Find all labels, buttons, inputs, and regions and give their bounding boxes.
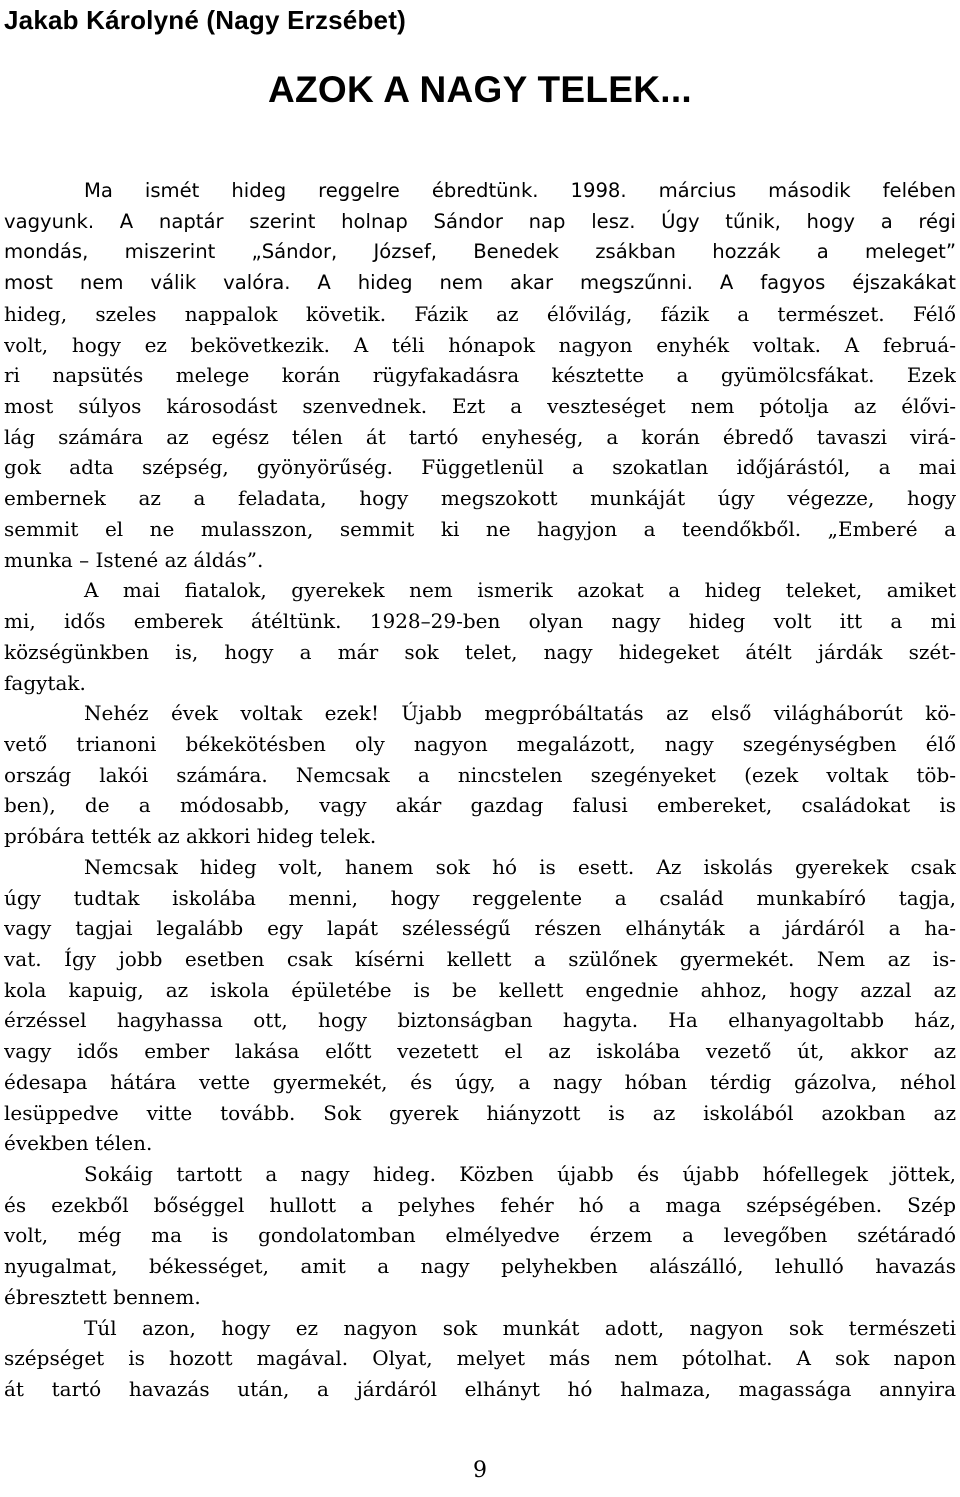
text-line: és ezekből bőséggel hullott a pelyhes fehér hó a maga szépségében. Szép [4, 1192, 956, 1217]
text-line: lesüppedve vitte tovább. Sok gyerek hiányzott is az iskolából azokban az [4, 1100, 956, 1125]
text-line: ri napsütés melege korán rügyfakadásra késztette a gyümölcsfákat. Ezek [4, 363, 956, 388]
text-line: Ma ismét hideg reggelre ébredtünk. 1998. március második felében [84, 179, 956, 202]
text-line: Nemcsak hideg volt, hanem sok hó is esett. Az iskolás gyerekek csak [84, 854, 956, 879]
text-line: Túl azon, hogy ez nagyon sok munkát adott, nagyon sok természeti [84, 1315, 956, 1340]
text-line: vat. Így jobb esetben csak kísérni kellett a szülőnek gyermekét. Nem az is- [4, 946, 956, 971]
text-line: vagyunk. A naptár szerint holnap Sándor nap lesz. Úgy tűnik, hogy a régi [4, 209, 956, 233]
text-line: embernek az a feladata, hogy megszokott munkáját úgy végezze, hogy [4, 486, 956, 511]
text-line: most súlyos károsodást szenvednek. Ezt a veszteséget nem pótolja az élővi- [4, 394, 956, 419]
text-line: vagy idős ember lakása előtt vezetett el az iskolába vezető út, akkor az [4, 1039, 956, 1064]
text-line: volt, hogy ez bekövetkezik. A téli hónapok nagyon enyhék voltak. A februá- [4, 332, 956, 357]
text-line: mi, idős emberek átéltünk. 1928–29-ben olyan nagy hideg volt itt a mi [4, 609, 956, 634]
document-title: AZOK A NAGY TELEK... [268, 69, 692, 110]
text-line: A mai fiatalok, gyerekek nem ismerik azokat a hideg teleket, amiket [84, 578, 956, 603]
text-line: kola kapuig, az iskola épületébe is be kellett engednie ahhoz, hogy azzal az [4, 977, 956, 1002]
text-line: Sokáig tartott a nagy hideg. Közben újabb és újabb hófellegek jöttek, [84, 1162, 956, 1186]
text-line: Nehéz évek voltak ezek! Újabb megpróbáltatás az első világháborút kö- [84, 701, 956, 726]
text-line: gok adta szépség, gyönyörűség. Függetlenül a szokatlan időjárástól, a mai [4, 455, 956, 480]
text-line: érzéssel hagyhassa ott, hogy biztonságban hagyta. Ha elhanyagoltabb ház, [4, 1008, 956, 1033]
text-line: át tartó havazás után, a járdáról elhányt hó halmaza, magassága annyira [4, 1377, 956, 1402]
text-line: vető trianoni békekötésben oly nagyon megalázott, nagy szegénységben élő [4, 731, 956, 756]
text-line: semmit el ne mulasszon, semmit ki ne hagyjon a teendőkből. „Emberé a [4, 516, 956, 541]
text-line: években télen. [4, 1131, 153, 1156]
text-line: volt, még ma is gondolatomban elmélyedve érzem a levegőben szétáradó [4, 1223, 956, 1248]
page-number: 9 [473, 1458, 487, 1483]
text-line: hideg, szeles nappalok követik. Fázik az élővilág, fázik a természet. Félő [4, 301, 956, 326]
text-line: édesapa hátára vette gyermekét, és úgy, a nagy hóban térdig gázolva, néhol [4, 1069, 956, 1094]
author-name: Jakab Károlyné (Nagy Erzsébet) [4, 5, 406, 35]
text-line: ben), de a módosabb, vagy akár gazdag falusi embereket, családokat is [4, 793, 956, 818]
text-line: ébresztett bennem. [4, 1284, 201, 1309]
text-line: munka – Istené az áldás”. [4, 547, 264, 572]
text-line: lág számára az egész télen át tartó enyheség, a korán ébredő tavaszi virá- [4, 424, 956, 449]
text-line: nyugalmat, békességet, amit a nagy pelyhekben alászálló, lehulló havazás [4, 1254, 956, 1279]
text-line: úgy tudtak iskolába menni, hogy reggelente a család munkabíró tagja, [4, 885, 956, 910]
text-line: próbára tették az akkori hideg telek. [4, 824, 377, 849]
text-line: községünkben is, hogy a már sok telet, nagy hidegeket átélt járdák szét- [4, 639, 956, 664]
body-text [4, 176, 956, 1405]
text-line: szépséget is hozott magával. Olyat, melyet más nem pótolhat. A sok napon [4, 1346, 956, 1371]
text-line: most nem válik valóra. A hideg nem akar megszűnni. A fagyos éjszakákat [4, 271, 956, 295]
text-line: fagytak. [4, 670, 86, 695]
text-line: ország lakói számára. Nemcsak a nincstelen szegényeket (ezek voltak töb- [4, 762, 956, 787]
text-line: mondás, miszerint „Sándor, József, Benedek zsákban hozzák a meleget” [4, 240, 956, 264]
text-line: vagy tagjai legalább egy lapát szélességű részen elhányták a járdáról a ha- [4, 916, 956, 941]
